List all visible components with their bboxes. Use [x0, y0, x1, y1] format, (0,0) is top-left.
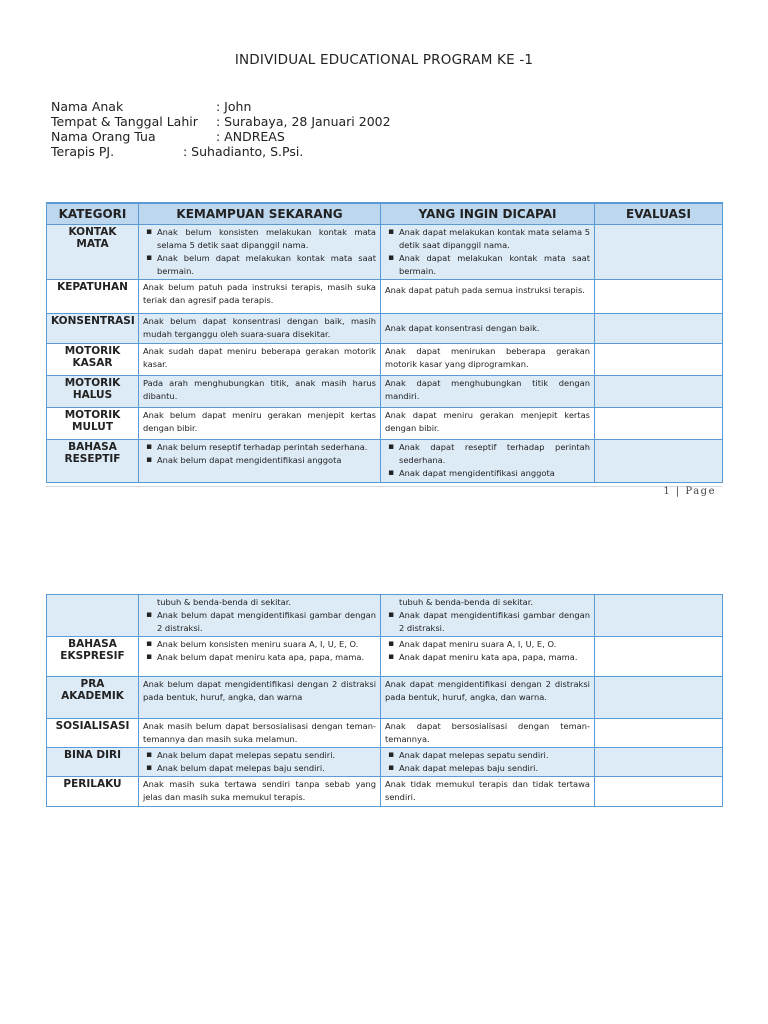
info-label: Nama Orang Tua [51, 129, 156, 144]
list-item: ▪ Anak dapat melakukan kontak mata saat bermain. [399, 252, 590, 278]
list-item: ▪ Anak dapat mengidentifikasi gambar dengan 2 distraksi. [399, 609, 590, 635]
info-nama-anak [51, 99, 251, 114]
evaluation-cell [595, 376, 723, 408]
target-cell: Anak dapat konsentrasi dengan baik. [381, 314, 595, 344]
list-item: ▪ Anak dapat melepas sepatu sendiri. [399, 749, 590, 762]
target-cell: Anak dapat mengidentifikasi dengan 2 distraksi pada bentuk, huruf, angka, dan warna. [381, 677, 595, 719]
table-row [47, 225, 723, 280]
ieb-table-page-1 [46, 202, 723, 483]
evaluation-cell [595, 748, 723, 777]
table-row [47, 408, 723, 440]
list-item: ▪ Anak belum dapat melakukan kontak mata saat bermain. [157, 252, 376, 278]
info-terapis-pj [51, 144, 303, 159]
evaluation-cell [595, 719, 723, 748]
target-cell [381, 440, 595, 483]
ieb-table-page-2 [46, 594, 723, 807]
evaluation-cell [595, 637, 723, 677]
category-cell: BINA DIRI [47, 748, 139, 777]
info-value: : ANDREAS [216, 129, 285, 144]
header-kemampuan-sekarang: KEMAMPUAN SEKARANG [139, 203, 381, 225]
category-cell: KONTAK MATA [47, 225, 139, 280]
list-item: ▪ Anak dapat melakukan kontak mata selama 5 detik saat dipanggil nama. [399, 226, 590, 252]
category-cell: PRA AKADEMIK [47, 677, 139, 719]
current-ability-cell: Anak belum dapat meniru gerakan menjepit kertas dengan bibir. [139, 408, 381, 440]
target-cell [381, 637, 595, 677]
table-row [47, 777, 723, 807]
target-cell: Anak dapat bersosialisasi dengan teman-temannya. [381, 719, 595, 748]
table-row [47, 637, 723, 677]
table-row [47, 719, 723, 748]
list-item: ▪ Anak dapat meniru kata apa, papa, mama. [399, 651, 590, 664]
evaluation-cell [595, 777, 723, 807]
page-number: 1 | Page [663, 486, 716, 497]
list-item: ▪ Anak dapat mengidentifikasi anggota [399, 467, 590, 480]
table-row [47, 440, 723, 483]
current-ability-cell [139, 637, 381, 677]
evaluation-cell [595, 280, 723, 314]
info-value: : John [216, 99, 252, 114]
info-label: Tempat & Tanggal Lahir [51, 114, 198, 129]
evaluation-cell [595, 440, 723, 483]
category-cell: KEPATUHAN [47, 280, 139, 314]
table-row [47, 677, 723, 719]
document-title: INDIVIDUAL EDUCATIONAL PROGRAM KE -1 [234, 52, 534, 68]
current-ability-cell [139, 440, 381, 483]
header-yang-ingin-dicapai: YANG INGIN DICAPAI [381, 203, 595, 225]
target-cell: Anak dapat meniru gerakan menjepit kertas dengan bibir. [381, 408, 595, 440]
list-item: ▪ Anak dapat meniru suara A, I, U, E, O. [399, 638, 590, 651]
current-ability-cell: Anak belum dapat konsentrasi dengan baik, masih mudah terganggu oleh suara-suara disekitar. [139, 314, 381, 344]
target-cell [381, 748, 595, 777]
info-tempat-tanggal-lahir [51, 114, 391, 129]
info-value: : Suhadianto, S.Psi. [183, 144, 304, 159]
table-row [47, 314, 723, 344]
target-cell: Anak tidak memukul terapis dan tidak tertawa sendiri. [381, 777, 595, 807]
target-cell: Anak dapat menghubungkan titik dengan mandiri. [381, 376, 595, 408]
table-row [47, 595, 723, 637]
evaluation-cell [595, 225, 723, 280]
list-item: ▪ Anak belum konsisten melakukan kontak mata selama 5 detik saat dipanggil nama. [157, 226, 376, 252]
list-item: ▪ Anak belum dapat meniru kata apa, papa, mama. [157, 651, 376, 664]
category-cell: SOSIALISASI [47, 719, 139, 748]
list-item: ▪ Anak belum dapat melepas baju sendiri. [157, 762, 376, 775]
header-evaluasi: EVALUASI [595, 203, 723, 225]
continued-text: tubuh & benda-benda di sekitar. [157, 597, 292, 607]
evaluation-cell [595, 314, 723, 344]
evaluation-cell [595, 408, 723, 440]
category-cell [47, 595, 139, 637]
target-cell [381, 225, 595, 280]
category-cell: MOTORIK MULUT [47, 408, 139, 440]
table-row [47, 748, 723, 777]
target-cell: Anak dapat patuh pada semua instruksi terapis. [381, 280, 595, 314]
table-row [47, 344, 723, 376]
evaluation-cell [595, 595, 723, 637]
list-item: ▪ Anak belum reseptif terhadap perintah sederhana. [157, 441, 376, 454]
continued-text: tubuh & benda-benda di sekitar. [399, 597, 534, 607]
current-ability-cell [139, 225, 381, 280]
category-cell: BAHASA EKSPRESIF [47, 637, 139, 677]
list-item: ▪ Anak belum dapat mengidentifikasi anggota [157, 454, 376, 467]
current-ability-cell: Anak belum patuh pada instruksi terapis, masih suka teriak dan agresif pada terapis. [139, 280, 381, 314]
category-cell: BAHASA RESEPTIF [47, 440, 139, 483]
target-cell: Anak dapat menirukan beberapa gerakan motorik kasar yang diprogramkan. [381, 344, 595, 376]
list-item: ▪ Anak belum konsisten meniru suara A, I, U, E, O. [157, 638, 376, 651]
evaluation-cell [595, 344, 723, 376]
category-cell: KONSENTRASI [47, 314, 139, 344]
list-item: ▪ Anak dapat melepas baju sendiri. [399, 762, 590, 775]
current-ability-cell [139, 595, 381, 637]
category-cell: MOTORIK KASAR [47, 344, 139, 376]
info-nama-orang-tua [51, 129, 285, 144]
current-ability-cell: Anak masih belum dapat bersosialisasi dengan teman-temannya dan masih suka melamun. [139, 719, 381, 748]
category-cell: PERILAKU [47, 777, 139, 807]
info-label: Nama Anak [51, 99, 124, 114]
list-item: ▪ Anak dapat reseptif terhadap perintah sederhana. [399, 441, 590, 467]
list-item: ▪ Anak belum dapat melepas sepatu sendiri. [157, 749, 376, 762]
current-ability-cell: Pada arah menghubungkan titik, anak masih harus dibantu. [139, 376, 381, 408]
target-cell [381, 595, 595, 637]
info-value: : Surabaya, 28 Januari 2002 [216, 114, 391, 129]
category-cell: MOTORIK HALUS [47, 376, 139, 408]
page-footer-line [46, 486, 722, 487]
current-ability-cell: Anak masih suka tertawa sendiri tanpa sebab yang jelas dan masih suka memukul terapis. [139, 777, 381, 807]
list-item: ▪ Anak belum dapat mengidentifikasi gambar dengan 2 distraksi. [157, 609, 376, 635]
current-ability-cell: Anak belum dapat mengidentifikasi dengan 2 distraksi pada bentuk, huruf, angka, dan warna [139, 677, 381, 719]
table-row [47, 376, 723, 408]
info-label: Terapis PJ. [51, 144, 115, 159]
evaluation-cell [595, 677, 723, 719]
current-ability-cell [139, 748, 381, 777]
current-ability-cell: Anak sudah dapat meniru beberapa gerakan motorik kasar. [139, 344, 381, 376]
header-kategori: KATEGORI [47, 203, 139, 225]
table-row [47, 280, 723, 314]
